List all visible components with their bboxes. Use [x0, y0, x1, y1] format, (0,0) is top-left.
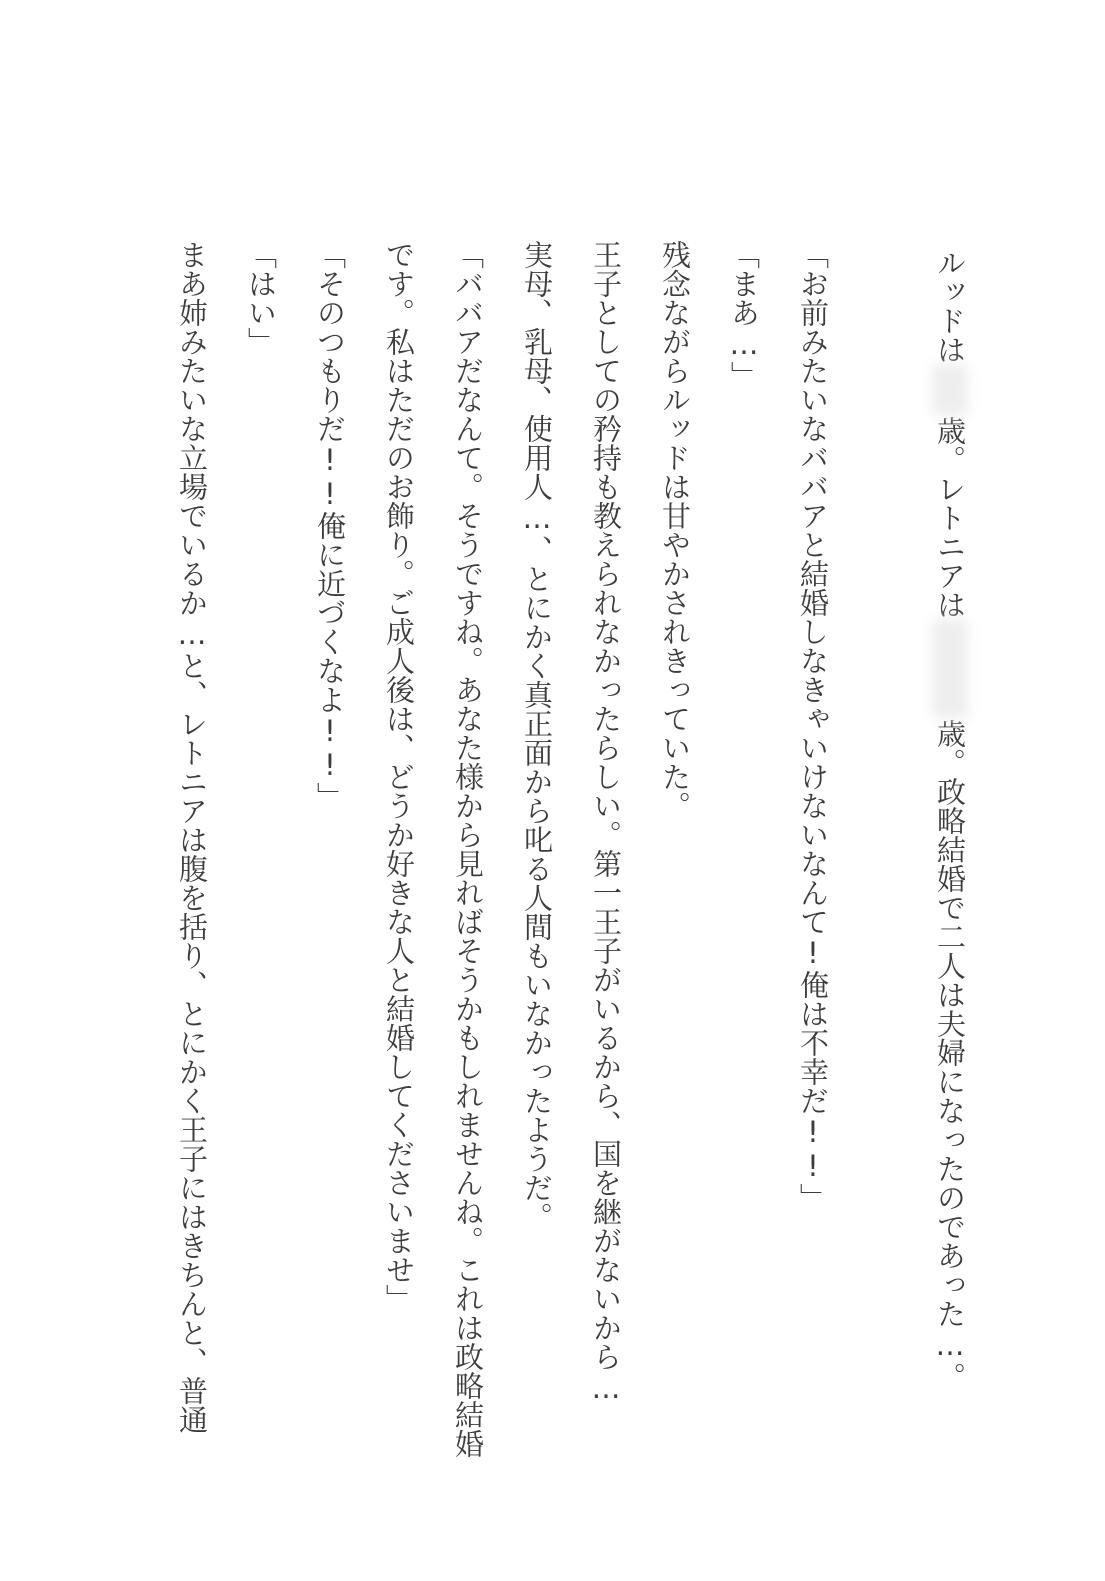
text-column-5: 王子としての矜持も教えられなかったらしい。第一王子がいるから、国を継がないから…	[589, 240, 623, 1405]
text-column-2: 「お前みたいなババアと結婚しなきゃいけないなんて!俺は不幸だ!!」	[796, 240, 830, 1212]
redacted-age-2	[932, 619, 968, 719]
text-segment: 歳。レトニアは	[933, 416, 967, 619]
text-column-6: 実母、乳母、使用人…、とにかく真正面から叱る人間もいなかったようだ。	[520, 240, 554, 1231]
text-column-1	[930, 248, 970, 1391]
text-segment: 歳。政略結婚で二人は夫婦になったのであった…。	[933, 719, 967, 1391]
text-segment: ルッドは	[933, 248, 967, 364]
text-column-3: 「まあ…」	[727, 240, 761, 390]
text-column-11: まあ姉みたいな立場でいるか…と、レトニアは腹を括り、とにかく王子にはきちんと、普通	[175, 240, 209, 1434]
text-column-10: 「はい」	[244, 240, 278, 356]
text-column-9: 「そのつもりだ!!俺に近づくなよ!!」	[313, 240, 347, 811]
text-column-7: 「ババアだなんて。そうですね。あなた様から見ればそうかもしれませんね。これは政略結婚	[451, 240, 485, 1458]
redacted-age-1	[932, 364, 968, 416]
text-column-8: です。私はただのお飾り。ご成人後は、どうか好きな人と結婚してくださいませ」	[382, 240, 416, 1313]
text-column-4: 残念ながらルッドは甘やかされきっていた。	[658, 240, 692, 820]
